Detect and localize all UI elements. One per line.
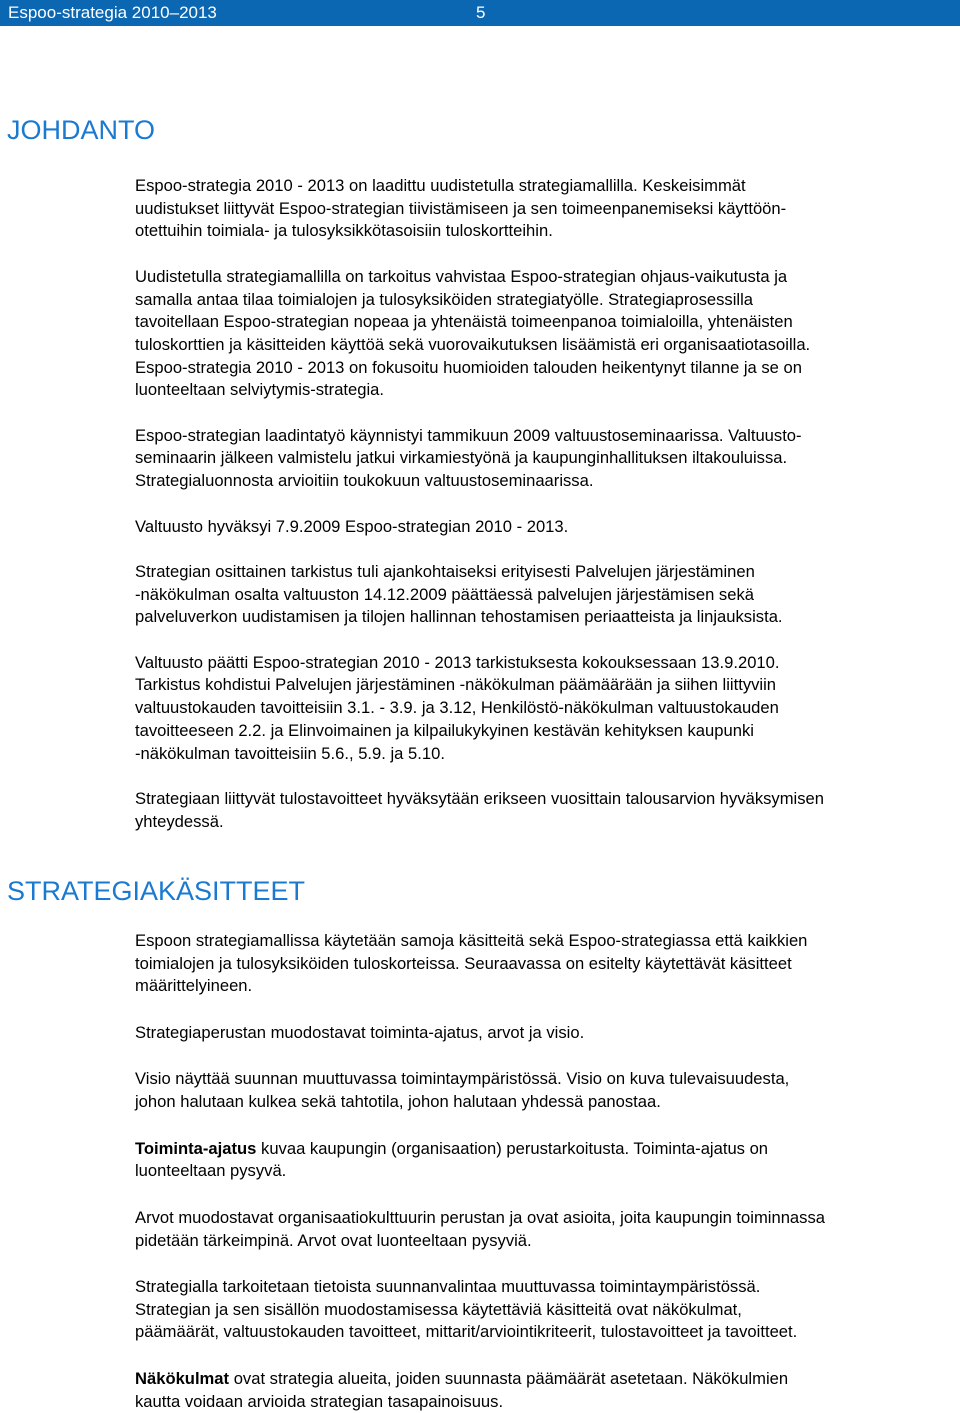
heading-johdanto: JOHDANTO — [7, 115, 156, 145]
paragraph: Valtuusto hyväksyi 7.9.2009 Espoo-strategian 2010 - 2013. — [135, 516, 569, 536]
paragraph: Visio näyttää suunnan muuttuvassa toimintaympäristössä. Visio on kuva tulevaisuudesta, johon halutaan kulkea sekä tahtotila, johon halutaan yhdessä panostaa. — [135, 1069, 790, 1112]
johdanto-body — [135, 175, 935, 833]
paragraph: Espoon strategiamallissa käytetään samoja käsitteitä sekä Espoo-strategiassa että kaikkien toimialojen ja tulosyksiköiden tuloskorteissa. Seuraavassa on esitelty käytettävät käsitteet määrittelyineen. — [135, 931, 808, 996]
bold-term: Näkökulmat — [135, 1368, 230, 1388]
heading-strategiakasitteet: STRATEGIAKÄSITTEET — [7, 876, 306, 906]
paragraph: Strategiaan liittyvät tulostavoitteet hyväksytään erikseen vuosittain talousarvion hyväksymisen yhteydessä. — [135, 788, 824, 831]
paragraph: Näkökulmat ovat strategia alueita, joiden suunnasta päämäärät asetetaan. Näkökulmien kautta voidaan arvioida strategian tasapainoisuus. — [135, 1368, 789, 1411]
paragraph: Strategiaperustan muodostavat toiminta-ajatus, arvot ja visio. — [135, 1022, 585, 1042]
bold-term: Toiminta-ajatus — [135, 1138, 257, 1158]
paragraph: Toiminta-ajatus kuvaa kaupungin (organisaation) perustarkoitusta. Toiminta-ajatus on luonteeltaan pysyvä. — [135, 1138, 769, 1181]
paragraph: Valtuusto päätti Espoo-strategian 2010 - 2013 tarkistuksesta kokouksessaan 13.9.2010. Tarkistus kohdistui Palvelujen järjestäminen -näkökulman päämäärään ja siihen liittyviin valtuustokauden tavoitteisiin 3.1. - 3.9. ja 3.12, Henkilöstö-näkökulman valtuustokauden tavoitteeseen 2.2. ja Elinvoimainen ja kilpailukykyinen kestävän kehityksen kaupunki -näkökulman tavoitteisiin 5.6., 5.9. ja 5.10. — [135, 652, 780, 763]
page-header — [0, 0, 960, 26]
paragraph: Strategialla tarkoitetaan tietoista suunnanvalintaa muuttuvassa toimintaympäristössä. Strategian ja sen sisällön muodostamisessa käytettäviä käsitteitä ovat näkökulmat, päämäärät, valtuustokauden tavoitteet, mittarit/arviointikriteerit, tulostavoitteet ja tavoitteet. — [135, 1277, 798, 1342]
document-title: Espoo-strategia 2010–2013 — [8, 3, 217, 22]
paragraph: Espoo-strategia 2010 - 2013 on laadittu uudistetulla strategiamallilla. Keskeisimmät uudistukset liittyvät Espoo-strategian tiivistämiseen ja sen toimeenpanemiseksi käyttöön- otettuihin toimiala- ja tulosyksikkötasoisiin tuloskortteihin. — [135, 176, 787, 241]
page-number: 5 — [476, 3, 486, 22]
paragraph: Strategian osittainen tarkistus tuli ajankohtaiseksi erityisesti Palvelujen järjestäminen -näkökulman osalta valtuuston 14.12.2009 päättäessä palvelujen järjestämisen sekä palveluverkon uudistamisen ja tilojen hallinnan tehostamisen periaatteista ja linjauksista. — [135, 561, 783, 627]
paragraph: Espoo-strategian laadintatyö käynnistyi tammikuun 2009 valtuustoseminaarissa. Valtuusto- seminaarin jälkeen valmistelu jatkui virkamiestyönä ja kaupunginhallituksen iltakouluissa. Strategialuonnosta arvioitiin toukokuun valtuustoseminaarissa. — [135, 425, 802, 491]
paragraph: Arvot muodostavat organisaatiokulttuurin perustan ja ovat asioita, joita kaupungin toiminnassa pidetään tärkeimpinä. Arvot ovat luonteeltaan pysyviä. — [135, 1207, 825, 1250]
paragraph: Uudistetulla strategiamallilla on tarkoitus vahvistaa Espoo-strategian ohjaus-vaikutusta ja samalla antaa tilaa toimialojen ja tulosyksiköiden strategiatyölle. Strategiaprosessilla tavoitellaan Espoo-strategian nopeaa ja yhtenäistä toimeenpanoa toimialoilla, yhtenäisten tuloskorttien ja käsitteiden käyttöä sekä vuorovaikutuksen lisäämistä eri organisaatiotasoilla. Espoo-strategia 2010 - 2013 on fokusoitu huomioiden talouden heikentynyt tilanne ja se on luonteeltaan selviytymis-strategia. — [135, 266, 811, 400]
strategiakasitteet-body — [135, 930, 935, 1413]
